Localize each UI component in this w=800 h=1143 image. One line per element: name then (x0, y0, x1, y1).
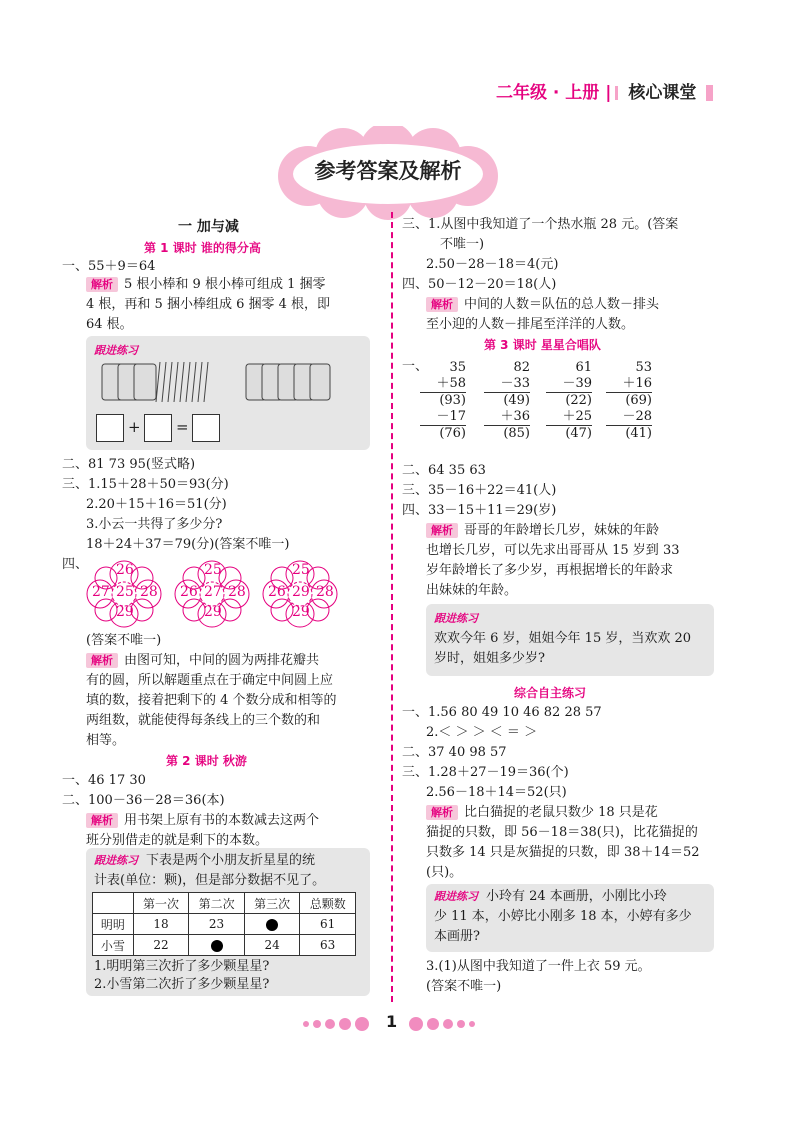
answer-line: 18＋24＋37＝79(分)(答案不唯一) (86, 537, 290, 552)
explanation-line: 只数多 14 只是灰猫捉的只数，即 38＋14＝52 (426, 845, 700, 860)
lesson-2-title: 第 2 课时 秋游 (166, 754, 247, 768)
answer-line: 四、 (62, 557, 89, 572)
explanation: 解析 中间的人数＝队伍的总人数－排头 (426, 296, 659, 314)
practice-box-3: 跟进练习 欢欢今年 6 岁，姐姐今年 15 岁，当欢欢 20 岁时，姐姐多少岁? (426, 604, 714, 676)
footer-dots-left (300, 1016, 380, 1036)
answer-line: 2.56－18＋14＝52(只) (426, 785, 567, 800)
explanation-line: 相等。 (86, 733, 126, 748)
stars-table: 第一次 第二次 第三次 总颗数 明明 18 23 61 小雪 22 24 63 (92, 892, 356, 956)
hidden-value-dot (266, 919, 278, 931)
answer-line: 二、81 73 95(竖式略) (62, 457, 196, 472)
vertical-calc: 53 ＋16 (69) －28 (41) (606, 360, 652, 442)
answer-line: 二、37 40 98 57 (402, 745, 507, 760)
explanation: 解析 比白猫捉的老鼠只数少 18 只是花 (426, 804, 658, 822)
flower-2: 25 26 27 28 29 (174, 560, 250, 628)
answer-box (192, 414, 220, 442)
explanation-line: 至小迎的人数－排尾至洋洋的人数。 (426, 317, 635, 332)
answer-line: 3.(1)从图中我知道了一件上衣 59 元。 (426, 959, 651, 974)
vertical-calc: 61 －39 (22) ＋25 (47) (546, 360, 592, 442)
lesson-1-title: 第 1 课时 谁的得分高 (144, 241, 261, 255)
answer-line: 2.＜ ＞ ＞ ＜ ＝ ＞ (426, 725, 538, 740)
explanation-line: 也增长几岁，可以先求出哥哥从 15 岁到 33 (426, 543, 680, 558)
header: 二年级 · 上册 | 核心课堂 (496, 78, 713, 103)
answer-line: 三、1.从图中我知道了一个热水瓶 28 元。(答案 (402, 217, 679, 232)
explanation-line: 有的圆，所以解题重点在于确定中间圆上应 (86, 673, 334, 688)
footer-dots-right (408, 1016, 488, 1036)
practice-box-2: 跟进练习 下表是两个小朋友折星星的统 计表(单位：颗)，但是部分数据不见了。 第一次 第二次 第三次 总颗数 明明 18 23 61 小雪 22 24 63 1.明明第三次折了多少颗星星? 2.小雪第二次折了多少颗星星? (86, 848, 370, 996)
hidden-value-dot (211, 940, 223, 952)
column-divider (391, 212, 393, 1002)
vertical-calc: 35 ＋58 (93) －17 (76) (420, 360, 466, 442)
answer-line: 一、1.56 80 49 10 46 82 28 57 (402, 705, 602, 720)
explanation: 解析 哥哥的年龄增长几岁，妹妹的年龄 (426, 522, 659, 540)
page-title: 参考答案及解析 (314, 159, 462, 183)
header-grade: 二年级 · 上册 (496, 83, 600, 103)
explanation-line: 4 根，再和 5 捆小棒组成 6 捆零 4 根，即 (86, 297, 331, 312)
explanation: 解析 用书架上原有书的本数减去这两个 (86, 812, 319, 830)
explanation-line: 班分别借走的就是剩下的本数。 (86, 833, 269, 848)
explanation: 解析 5 根小棒和 9 根小棒可组成 1 捆零 (86, 276, 325, 294)
header-series: 核心课堂 (628, 83, 697, 103)
explanation-line: 出妹妹的年龄。 (426, 583, 518, 598)
practice-box-1: 跟进练习 + = (86, 336, 370, 450)
answer-line: 二、64 35 63 (402, 463, 486, 478)
answer-line: 二、100－36－28＝36(本) (62, 793, 225, 808)
answer-line: 四、50－12－20＝18(人) (402, 277, 557, 292)
answer-line: 一、46 17 30 (62, 773, 146, 788)
explanation: 解析 由图可知，中间的圆为两排花瓣共 (86, 652, 319, 670)
jiexi-label: 解析 (86, 277, 118, 292)
vertical-calc: 82 －33 (49) ＋36 (85) (484, 360, 530, 442)
answer-line: 三、1.15＋28＋50＝93(分) (62, 477, 229, 492)
explanation-line: 64 根。 (86, 317, 133, 332)
answer-box (96, 414, 124, 442)
answer-line: 三、1.28＋27－19＝36(个) (402, 765, 569, 780)
explanation-line: 填的数，接着把剩下的 4 个数分成和相等的 (86, 693, 337, 708)
flower-1: 26 27 25 28 29 (86, 560, 162, 628)
genjin-label: 跟进练习 (94, 344, 138, 357)
answer-box (144, 414, 172, 442)
answer-line: 不唯一) (440, 237, 485, 252)
answer-line: 2.50－28－18＝4(元) (426, 257, 559, 272)
lesson-4-title: 综合自主练习 (514, 686, 587, 700)
answer-line: 3.小云一共得了多少分? (86, 517, 223, 532)
explanation-line: 两组数，就能使得每条线上的三个数的和 (86, 713, 321, 728)
explanation-line: 猫捉的只数，即 56－18＝38(只)，比花猫捉的 (426, 825, 698, 840)
sticks-illustration (96, 356, 366, 406)
explanation-line: 岁年龄增长了多少岁，再根据增长的年龄求 (426, 563, 674, 578)
answer-line: 四、33－15＋11＝29(岁) (402, 503, 557, 518)
explanation-line: (只)。 (426, 865, 463, 880)
chapter-title: 一 加与减 (178, 219, 239, 235)
section-label: 一、 (402, 359, 429, 374)
page-number: 1 (386, 1012, 398, 1031)
answer-line: 三、35－16＋22＝41(人) (402, 483, 557, 498)
practice-box-4: 跟进练习 小玲有 24 本画册，小刚比小玲 少 11 本，小婷比小刚多 18 本，小婷有多少 本画册? (426, 884, 714, 952)
answer-line: (答案不唯一) (426, 979, 502, 994)
lesson-3-title: 第 3 课时 星星合唱队 (484, 338, 601, 352)
answer-line: 一、55＋9＝64 (62, 259, 156, 274)
flower-3: 25 26 29 28 29 (262, 560, 338, 628)
answer-line: 2.20＋15＋16＝51(分) (86, 497, 227, 512)
answer-line: (答案不唯一) (86, 633, 162, 648)
